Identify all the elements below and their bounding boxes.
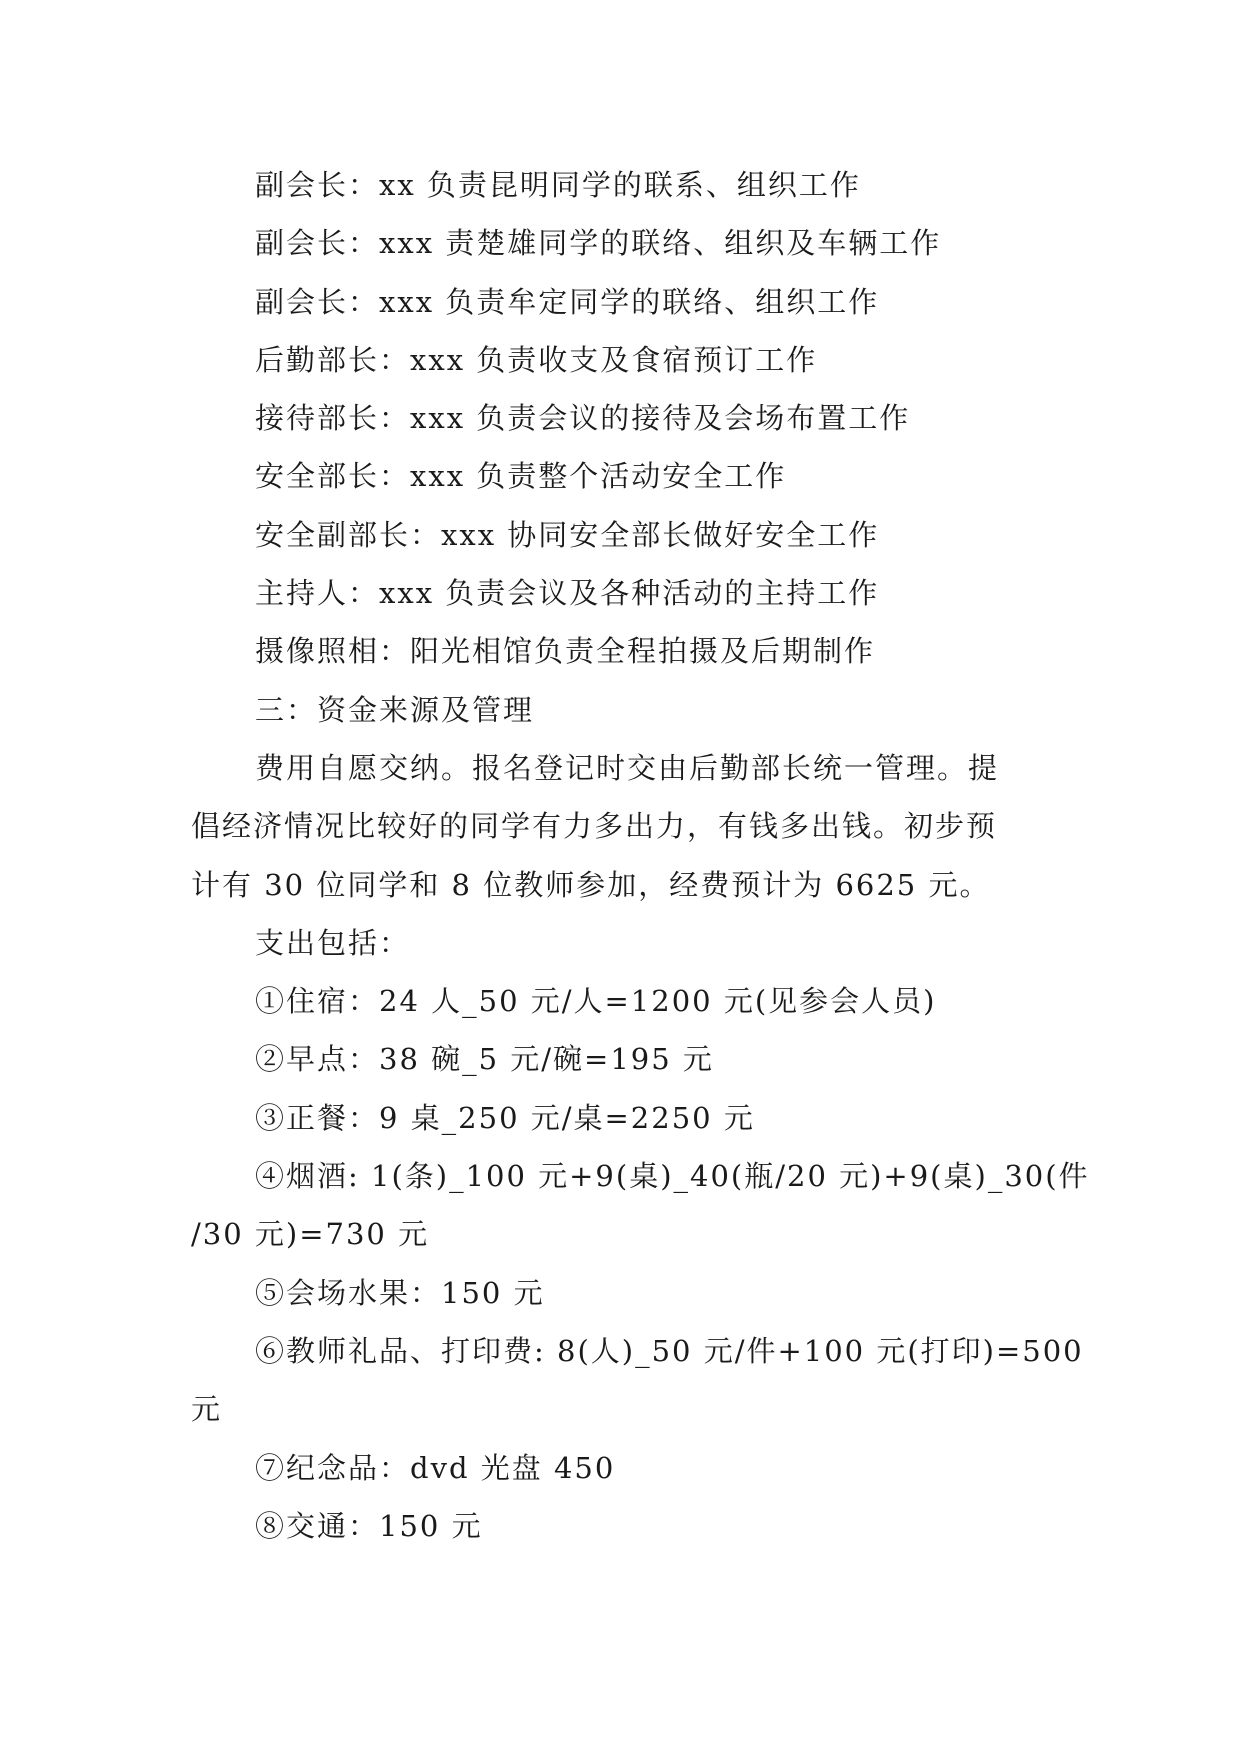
text-line: 主持人：xxx 负责会议及各种活动的主持工作: [255, 576, 880, 611]
expense-item: ②早点：38 碗_5 元/碗=195 元: [255, 1042, 714, 1077]
section-heading: 三：资金来源及管理: [255, 692, 535, 727]
text-line: 摄像照相：阳光相馆负责全程拍摄及后期制作: [255, 634, 876, 669]
expense-item: ④烟酒: 1(条)_100 元+9(桌)_40(瓶/20 元)+9(桌)_30(件: [255, 1159, 1090, 1194]
text-line: 安全副部长：xxx 协同安全部长做好安全工作: [255, 517, 880, 552]
expense-item: ③正餐：9 桌_250 元/桌=2250 元: [255, 1100, 755, 1135]
text-line: 副会长：xxx 责楚雄同学的联络、组织及车辆工作: [255, 226, 942, 261]
text-line: 副会长：xxx 负责牟定同学的联络、组织工作: [255, 284, 880, 319]
paragraph-line: 倡经济情况比较好的同学有力多出力，有钱多出钱。初步预: [191, 809, 998, 844]
expense-item: ①住宿：24 人_50 元/人=1200 元(见参会人员): [255, 984, 937, 1019]
paragraph-line: 费用自愿交纳。报名登记时交由后勤部长统一管理。提: [255, 750, 1000, 785]
expense-item-continuation: 元: [191, 1392, 223, 1427]
document-body: [191, 156, 1090, 1555]
expense-item: ⑥教师礼品、打印费: 8(人)_50 元/件+100 元(打印)=500: [255, 1333, 1084, 1368]
paragraph-line: 计有 30 位同学和 8 位教师参加，经费预计为 6625 元。: [191, 867, 991, 902]
expense-item: ⑦纪念品：dvd 光盘 450: [255, 1450, 616, 1485]
expense-item-continuation: /30 元)=730 元: [191, 1217, 430, 1252]
text-line: 安全部长：xxx 负责整个活动安全工作: [255, 459, 787, 494]
expense-item: ⑧交通：150 元: [255, 1508, 483, 1543]
text-line: 支出包括：: [255, 925, 411, 960]
expense-item: ⑤会场水果：150 元: [255, 1275, 545, 1310]
text-line: 后勤部长：xxx 负责收支及食宿预订工作: [255, 342, 818, 377]
text-line: 接待部长：xxx 负责会议的接待及会场布置工作: [255, 401, 911, 436]
text-line: 副会长：xx 负责昆明同学的联系、组织工作: [255, 168, 861, 202]
